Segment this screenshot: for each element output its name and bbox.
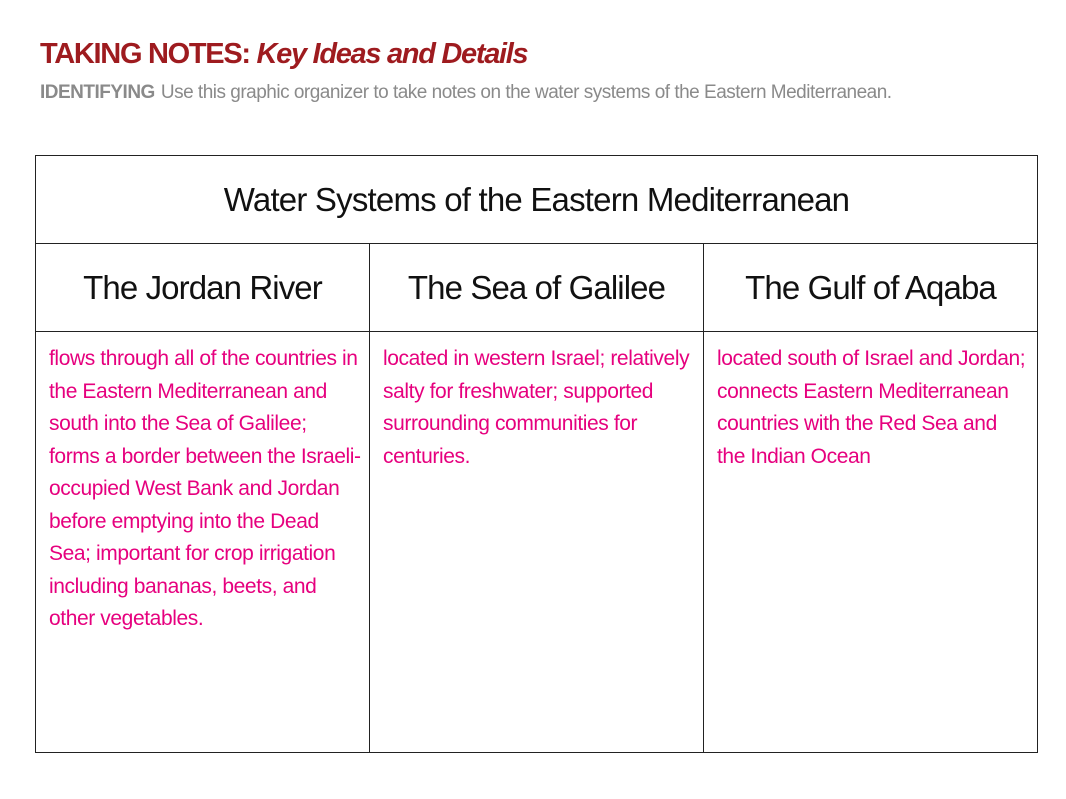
column-heading: The Sea of Galilee: [370, 244, 703, 332]
instruction-text: Use this graphic organizer to take notes on the water systems of the Eastern Mediterranean.: [160, 82, 892, 103]
organizer-title: Water Systems of the Eastern Mediterranean: [36, 156, 1037, 244]
column-notes: located in western Israel; relatively salty for freshwater; supported surrounding communities for centuries.: [383, 347, 690, 468]
heading-emphasis: Key Ideas and Details: [256, 38, 528, 70]
column-gulf-of-aqaba: [704, 244, 1037, 752]
instructions: [40, 82, 892, 104]
column-heading: The Jordan River: [36, 244, 369, 332]
heading-prefix: TAKING NOTES:: [40, 38, 250, 70]
page-heading: [40, 38, 527, 71]
graphic-organizer: [35, 155, 1038, 753]
column-heading: The Gulf of Aqaba: [704, 244, 1037, 332]
column-notes: located south of Israel and Jordan; connects Eastern Mediterranean countries with the Red Sea and the Indian Ocean: [717, 347, 1026, 468]
instruction-label: IDENTIFYING: [40, 82, 155, 103]
column-sea-of-galilee: [370, 244, 704, 752]
column-jordan-river: [36, 244, 370, 752]
column-notes: flows through all of the countries in the Eastern Mediterranean and south into the Sea of Galilee; forms a border between the Israeli-occupied West Bank and Jordan before emptying into the Dead Sea; important for crop irrigation including bananas, beets, and other vegetables.: [49, 347, 361, 630]
